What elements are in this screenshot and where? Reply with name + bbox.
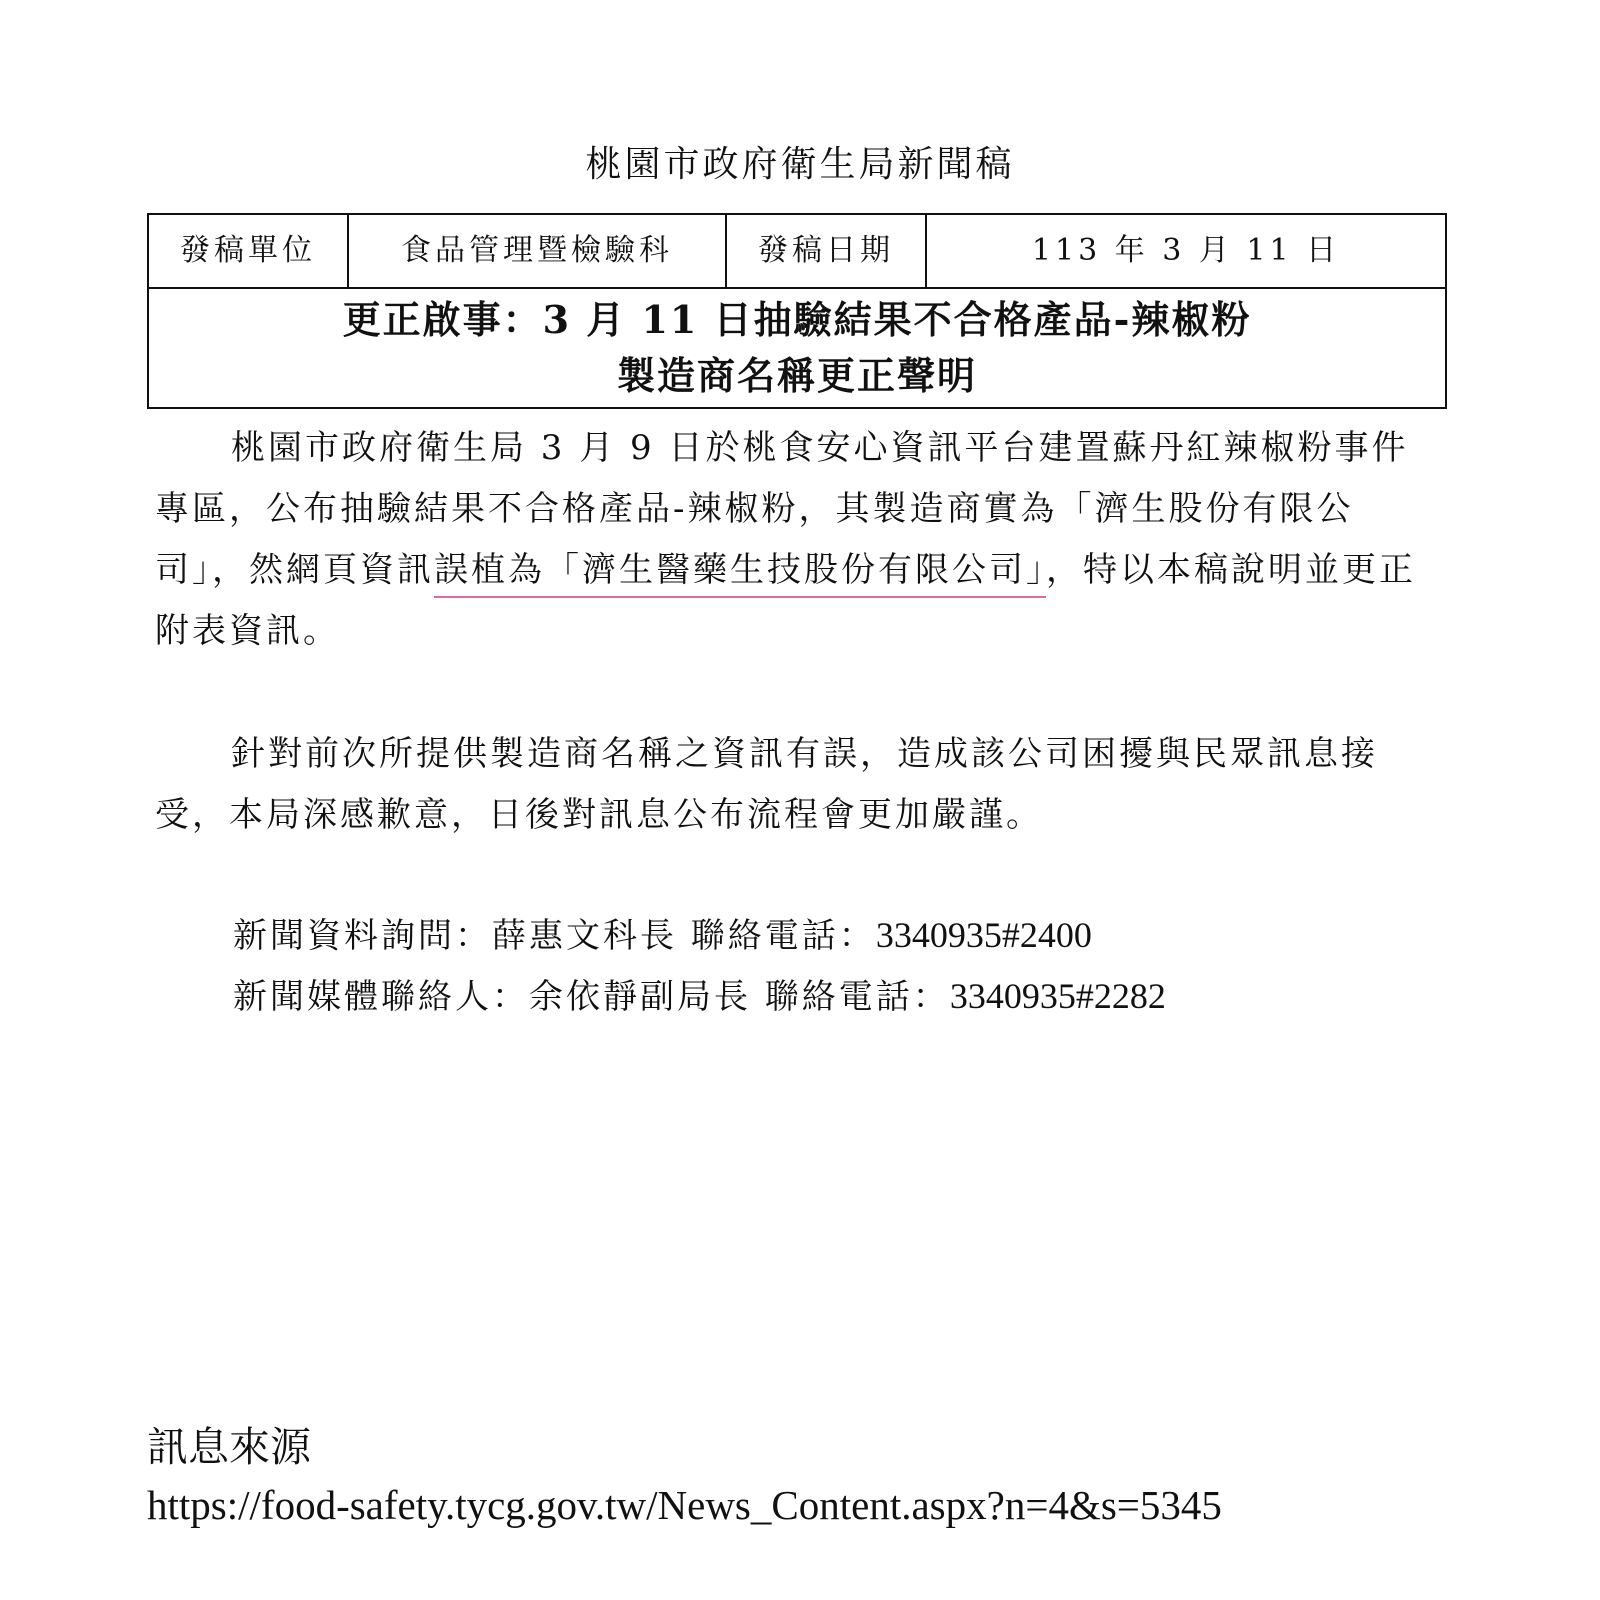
apology-paragraph: 針對前次所提供製造商名稱之資訊有誤，造成該公司困擾與民眾訊息接受，本局深感歉意，日後對訊息公布流程會更加嚴謹。 <box>155 734 1378 835</box>
media-contact <box>233 966 1483 1027</box>
release-info-table <box>147 213 1447 409</box>
press-release-title: 桃園市政府衛生局新聞稿 <box>585 144 1015 185</box>
correction-text-start: 桃園市政府衛生局 3 月 9 日於桃食安心資訊平台建置蘇丹紅辣椒粉事件專區，公布抽驗結果不合格產品-辣椒粉，其製造商實為「濟生股份有限公司」，然網頁資訊 <box>155 428 1409 590</box>
headline-line-1: 更正啟事：3 月 11 日抽驗結果不合格產品-辣椒粉 <box>342 297 1252 342</box>
correction-paragraph <box>155 418 1445 662</box>
headline-row <box>148 288 1446 408</box>
release-date-value: 113 年 3 月 11 日 <box>926 214 1446 288</box>
issuer-label: 發稿單位 <box>148 214 348 288</box>
release-date-label: 發稿日期 <box>726 214 926 288</box>
inquiry-contact-phone: 3340935#2400 <box>875 915 1092 955</box>
source-label: 訊息來源 <box>147 1424 311 1470</box>
media-contact-phone: 3340935#2282 <box>949 976 1166 1016</box>
media-contact-label: 新聞媒體聯絡人：余依靜副局長 聯絡電話： <box>233 977 950 1017</box>
headline-line-2: 製造商名稱更正聲明 <box>616 353 977 398</box>
inquiry-contact <box>233 905 1483 966</box>
source-block <box>147 1418 1587 1534</box>
headline-cell <box>148 288 1446 408</box>
marked-error-text: 誤植為「濟生醫藥生技股份有限公司」 <box>434 550 1046 598</box>
contact-block <box>233 905 1483 1027</box>
correction-text-end: ，特以本稿說明並更正附表資訊。 <box>155 550 1416 651</box>
release-meta-row <box>148 214 1446 288</box>
issuer-value: 食品管理暨檢驗科 <box>348 214 726 288</box>
inquiry-contact-label: 新聞資料詢問：薛惠文科長 聯絡電話： <box>233 916 876 956</box>
source-url[interactable]: https://food-safety.tycg.gov.tw/News_Content.aspx?n=4&s=5345 <box>147 1482 1222 1528</box>
